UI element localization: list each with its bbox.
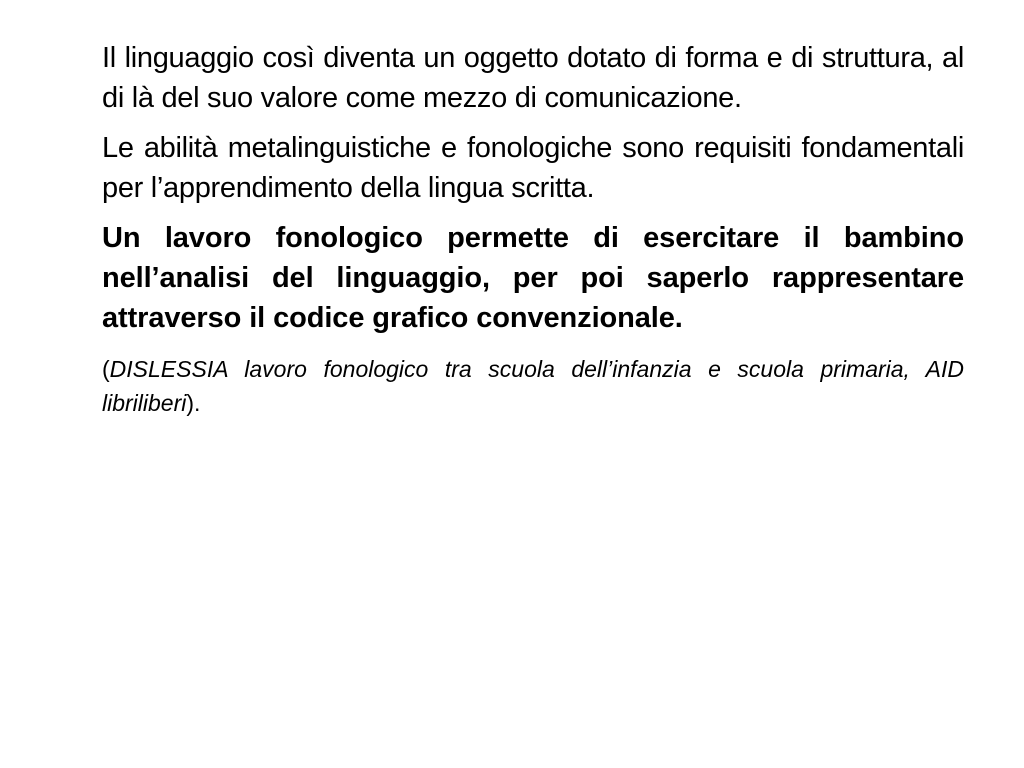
slide-body xyxy=(102,38,964,420)
citation-close-paren: ). xyxy=(186,390,201,416)
paragraph-phonological-work: Un lavoro fonologico permette di esercitare il bambino nell’analisi del linguaggio, per poi saperlo rappresentare attraverso il codice grafico convenzionale. xyxy=(102,222,964,334)
paragraph-metalinguistic-skills: Le abilità metalinguistiche e fonologiche sono requisiti fondamentali per l’apprendimento della lingua scritta. xyxy=(102,132,964,204)
citation xyxy=(102,352,964,420)
citation-title: DISLESSIA lavoro fonologico tra scuola dell’infanzia e scuola primaria, AID libriliberi xyxy=(102,356,964,416)
citation-open-paren: ( xyxy=(102,356,110,382)
paragraph-language-form: Il linguaggio così diventa un oggetto dotato di forma e di struttura, al di là del suo valore come mezzo di comunicazione. xyxy=(102,42,964,114)
